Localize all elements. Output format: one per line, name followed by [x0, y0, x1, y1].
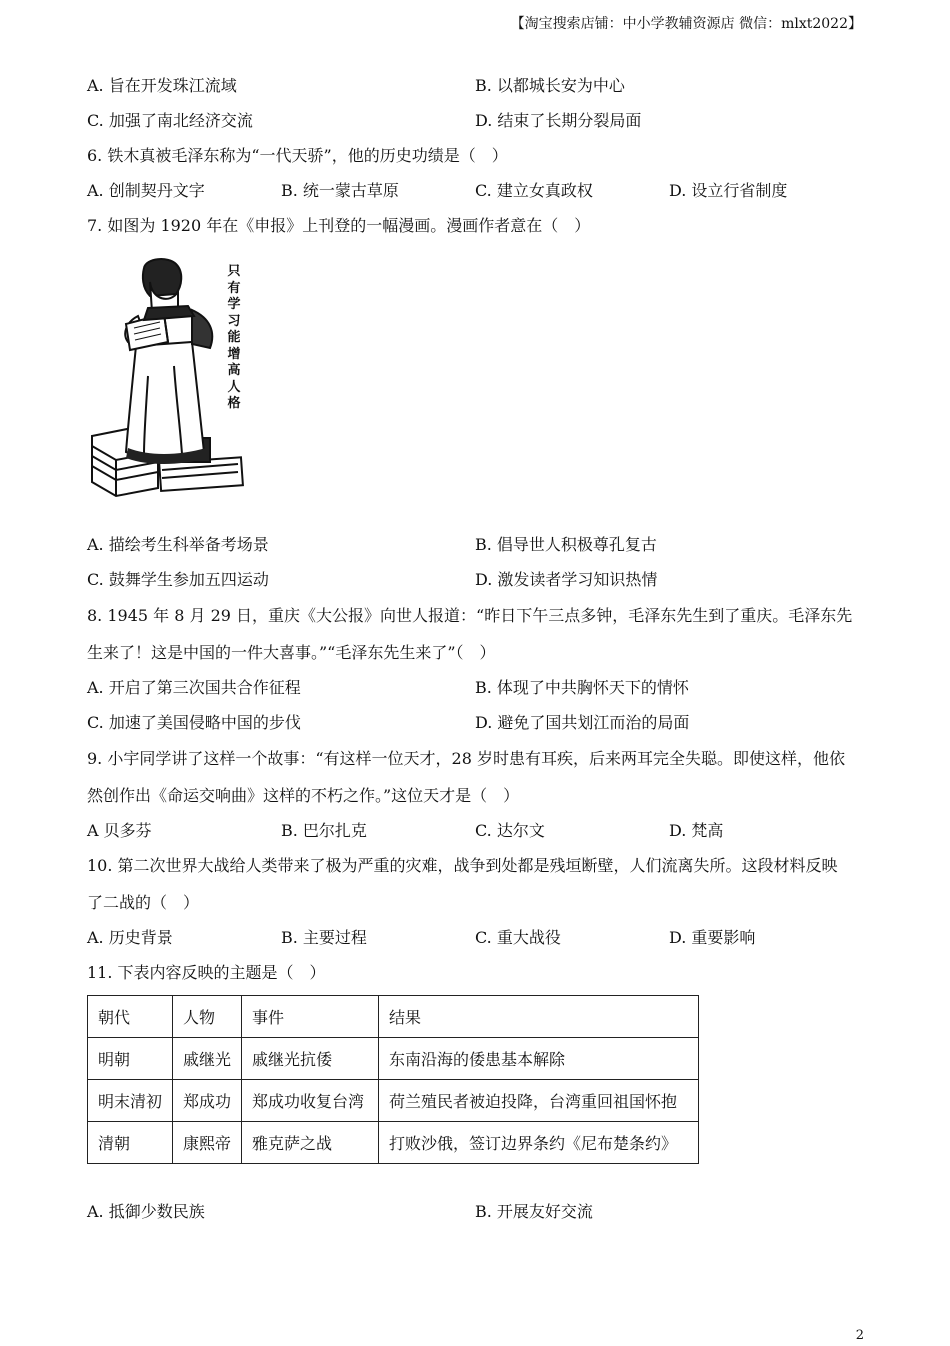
- caption-char: 只: [227, 264, 241, 279]
- table-cell: 郑成功收复台湾: [242, 1080, 379, 1122]
- caption-char: 有: [227, 280, 241, 296]
- table-header-cell: 人物: [173, 996, 242, 1038]
- page-number: 2: [855, 1328, 864, 1343]
- q6-stem: 6. 铁木真被毛泽东称为“一代天骄”，他的历史功绩是（ ）: [87, 146, 508, 165]
- q9-stem-line1: 9. 小宇同学讲了这样一个故事：“有这样一位天才，28 岁时患有耳疾，后来两耳完全失聪。即使这样，他依: [87, 749, 845, 768]
- q5-option-a: A. 旨在开发珠江流域: [87, 76, 237, 95]
- q10-option-b: B. 主要过程: [281, 928, 367, 947]
- table-cell: 明朝: [88, 1038, 173, 1080]
- table-row: [88, 1080, 699, 1122]
- q11-option-a: A. 抵御少数民族: [87, 1202, 205, 1221]
- q11-table: [87, 995, 699, 1164]
- q10-option-d: D. 重要影响: [669, 928, 756, 947]
- table-cell: 郑成功: [173, 1080, 242, 1122]
- q5-option-d: D. 结束了长期分裂局面: [475, 111, 642, 130]
- table-cell: 荷兰殖民者被迫投降，台湾重回祖国怀抱: [379, 1080, 699, 1122]
- q9-stem-line2: 然创作出《命运交响曲》这样的不朽之作。”这位天才是（ ）: [87, 786, 520, 805]
- caption-char: 能: [227, 330, 241, 345]
- q7-stem: 7. 如图为 1920 年在《申报》上刊登的一幅漫画。漫画作者意在（ ）: [87, 216, 591, 235]
- q8-option-a: A. 开启了第三次国共合作征程: [87, 678, 301, 697]
- table-cell: 戚继光抗倭: [242, 1038, 379, 1080]
- q8-option-d: D. 避免了国共划江而治的局面: [475, 713, 690, 732]
- q5-option-c: C. 加强了南北经济交流: [87, 111, 253, 130]
- figure-robe: [126, 342, 204, 459]
- q7-option-c: C. 鼓舞学生参加五四运动: [87, 570, 269, 589]
- q6-option-b: B. 统一蒙古草原: [281, 181, 399, 200]
- q11-option-b: B. 开展友好交流: [475, 1202, 593, 1221]
- q8-option-c: C. 加速了美国侵略中国的步伐: [87, 713, 301, 732]
- q9-option-c: C. 达尔文: [475, 821, 545, 840]
- caption-char: 格: [227, 396, 241, 411]
- q7-option-a: A. 描绘考生科举备考场景: [87, 535, 269, 554]
- table-header-cell: 朝代: [88, 996, 173, 1038]
- q9-option-d: D. 梵高: [669, 821, 724, 840]
- q6-option-d: D. 设立行省制度: [669, 181, 788, 200]
- table-header-cell: 结果: [379, 996, 699, 1038]
- q5-option-b: B. 以都城长安为中心: [475, 76, 625, 95]
- caption-char: 高: [227, 363, 241, 378]
- caption-char: 人: [227, 379, 241, 395]
- table-cell: 雅克萨之战: [242, 1122, 379, 1164]
- q10-option-a: A. 历史背景: [87, 928, 173, 947]
- q8-stem-line1: 8. 1945 年 8 月 29 日，重庆《大公报》向世人报道：“昨日下午三点多钟，毛泽东先生到了重庆。毛泽东先: [87, 606, 853, 625]
- q11-stem: 11. 下表内容反映的主题是（ ）: [87, 963, 326, 982]
- q6-option-c: C. 建立女真政权: [475, 181, 593, 200]
- q9-option-b: B. 巴尔扎克: [281, 821, 367, 840]
- q7-option-b: B. 倡导世人积极尊孔复古: [475, 535, 657, 554]
- q6-option-a: A. 创制契丹文字: [87, 181, 205, 200]
- q10-stem-line1: 10. 第二次世界大战给人类带来了极为严重的灾难，战争到处都是残垣断壁，人们流离失所。这段材料反映: [87, 856, 838, 875]
- q7-cartoon: [88, 256, 258, 501]
- table-cell: 清朝: [88, 1122, 173, 1164]
- table-row: [88, 1122, 699, 1164]
- cartoon-caption: [225, 264, 243, 413]
- caption-char: 增: [227, 346, 241, 362]
- table-cell: 打败沙俄，签订边界条约《尼布楚条约》: [379, 1122, 699, 1164]
- table-header-cell: 事件: [242, 996, 379, 1038]
- q8-stem-line2: 生来了！这是中国的一件大喜事。”“毛泽东先生来了”（ ）: [87, 643, 496, 662]
- q8-option-b: B. 体现了中共胸怀天下的情怀: [475, 678, 689, 697]
- q10-stem-line2: 了二战的（ ）: [87, 893, 200, 912]
- caption-char: 习: [227, 313, 241, 329]
- caption-char: 学: [227, 297, 241, 312]
- page-header-note: 【淘宝搜索店铺：中小学教辅资源店 微信：mlxt2022】: [510, 16, 862, 32]
- table-header-row: [88, 996, 699, 1038]
- table-cell: 明末清初: [88, 1080, 173, 1122]
- table-cell: 戚继光: [173, 1038, 242, 1080]
- q9-option-a: A 贝多芬: [87, 821, 152, 840]
- table-row: [88, 1038, 699, 1080]
- q10-option-c: C. 重大战役: [475, 928, 561, 947]
- q7-option-d: D. 激发读者学习知识热情: [475, 570, 658, 589]
- figure-head: [143, 259, 194, 320]
- table-cell: 东南沿海的倭患基本解除: [379, 1038, 699, 1080]
- table-cell: 康熙帝: [173, 1122, 242, 1164]
